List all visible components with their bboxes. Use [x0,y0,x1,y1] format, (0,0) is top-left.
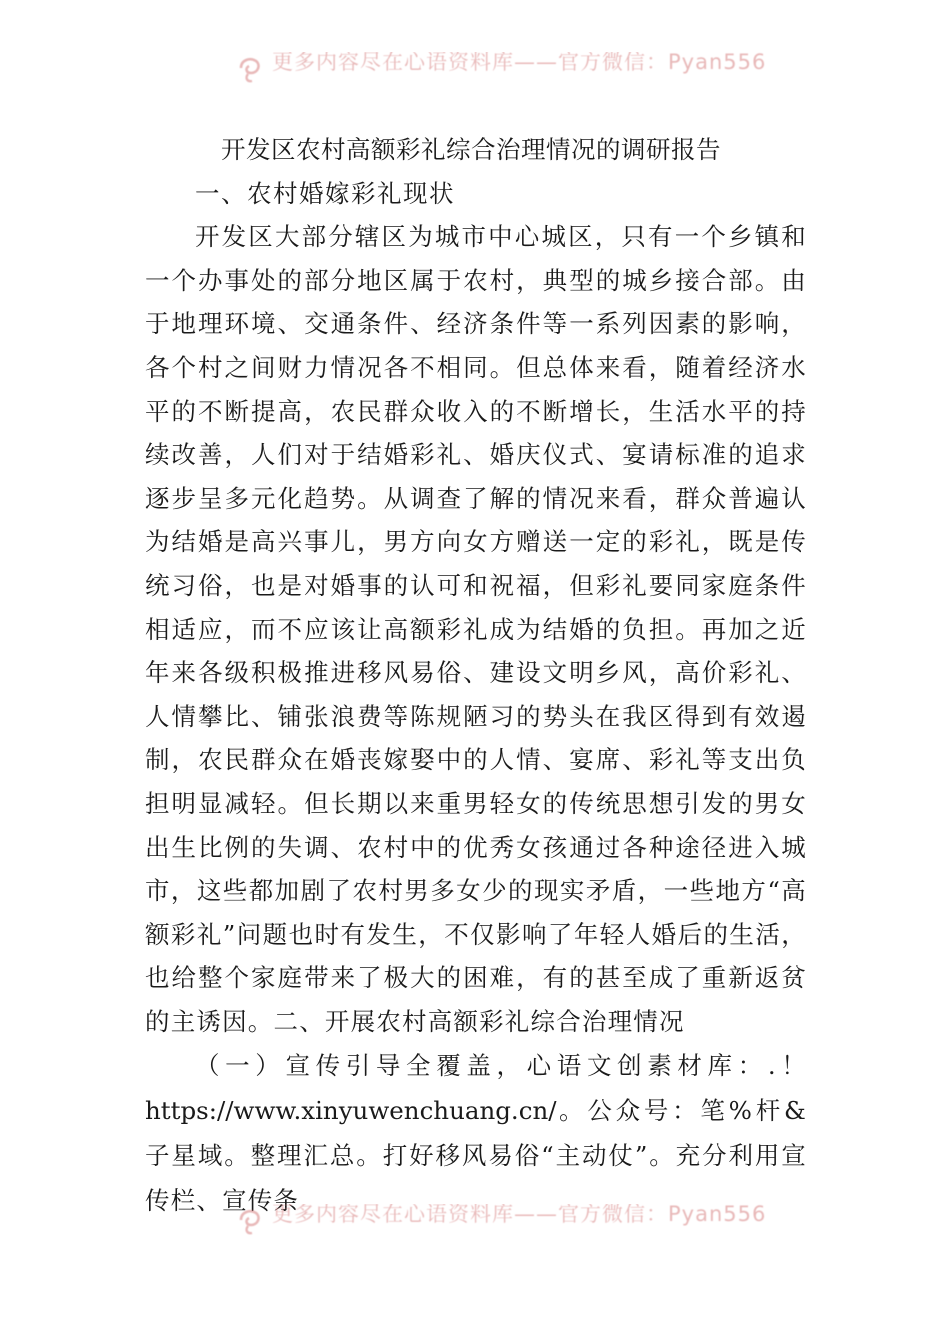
document-body [145,128,807,1223]
circle-swirl-logo-icon [236,54,266,84]
watermark-text: 更多内容尽在心语资料库——官方微信：Pyan556 [272,1204,767,1226]
paragraph-2-prefix: （一）宣传引导全覆盖，心语文创素材库：.！ [195,1051,807,1081]
footer-watermark [0,1204,950,1238]
paragraph-2-suffix: 。公众号：笔%杆&子星域。整理汇总。打好移风易俗“主动仗”。充分利用宣传栏、宣传条 [145,1096,807,1216]
paragraph-1: 开发区大部分辖区为城市中心城区，只有一个乡镇和一个办事处的部分地区属于农村，典型的城乡接合部。由于地理环境、交通条件、经济条件等一系列因素的影响，各个村之间财力情况各不相同。但总体来看，随着经济水平的不断提高，农民群众收入的不断增长，生活水平的持续改善，人们对于结婚彩礼、婚庆仪式、宴请标准的追求逐步呈多元化趋势。从调查了解的情况来看，群众普遍认为结婚是高兴事儿，男方向女方赠送一定的彩礼，既是传统习俗，也是对婚事的认可和祝福，但彩礼要同家庭条件相适应，而不应该让高额彩礼成为结婚的负担。再加之近年来各级积极推进移风易俗、建设文明乡风，高价彩礼、人情攀比、铺张浪费等陈规陋习的势头在我区得到有效遏制，农民群众在婚丧嫁娶中的人情、宴席、彩礼等支出负担明显减轻。但长期以来重男轻女的传统思想引发的男女出生比例的失调、农村中的优秀女孩通过各种途径进入城市，这些都加剧了农村男多女少的现实矛盾，一些地方“高额彩礼”问题也时有发生，不仅影响了年轻人婚后的生活，也给整个家庭带来了极大的困难，有的甚至成了重新返贫的主诱因。二、开展农村高额彩礼综合治理情况 [145,222,807,1036]
paragraph-2-url: https://www.xinyuwenchuang.cn/ [145,1096,557,1126]
header-watermark [0,52,950,86]
section-heading-1: 一、农村婚嫁彩礼现状 [195,178,455,208]
watermark-text: 更多内容尽在心语资料库——官方微信：Pyan556 [272,52,767,74]
paragraph-2 [145,1043,807,1223]
document-title: 开发区农村高额彩礼综合治理情况的调研报告 [221,135,721,164]
circle-swirl-logo-icon [236,1206,266,1236]
